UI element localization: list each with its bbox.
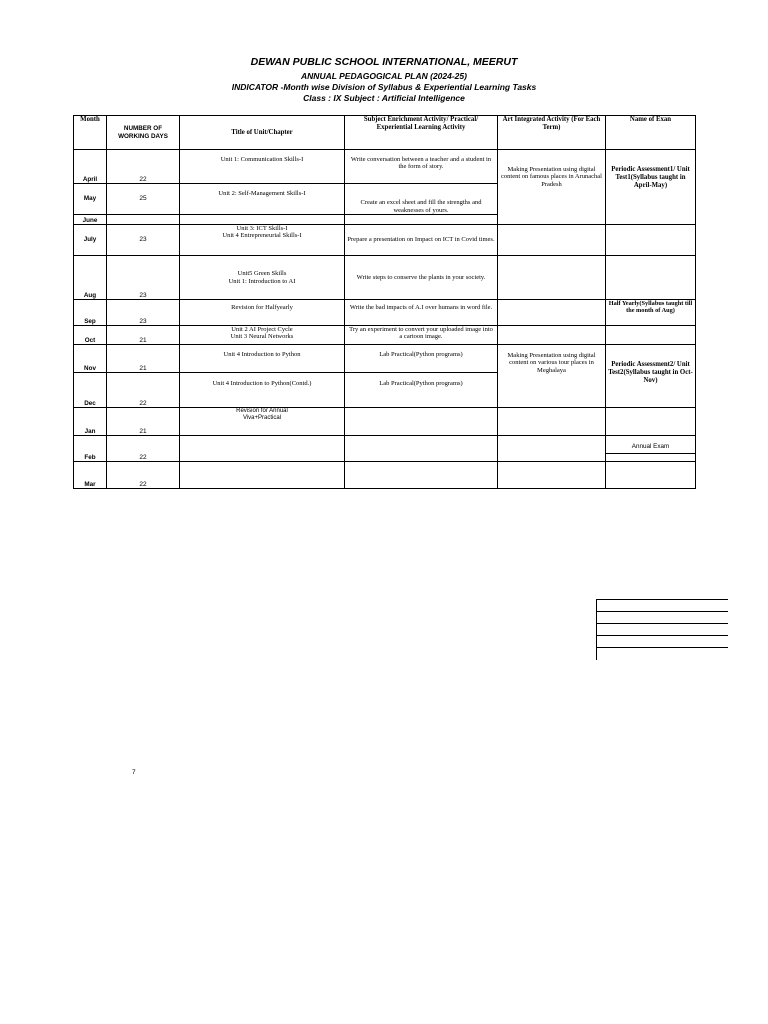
- month-cell: Aug: [74, 256, 107, 300]
- enrichment-cell: Create an excel sheet and fill the strengths and weaknesses of yours.: [345, 184, 498, 215]
- month-cell: Mar: [74, 462, 107, 489]
- exam-term2: Periodic Assessment2/ Unit Test2(Syllabus taught in Oct-Nov): [606, 345, 696, 408]
- art-cell: [498, 300, 606, 326]
- month-cell: June: [74, 215, 107, 225]
- enrichment-cell: Write the bad impacts of A.I over humans in word file.: [345, 300, 498, 326]
- col-header-exam: Name of Exan: [606, 116, 696, 150]
- exam-cell: [606, 326, 696, 345]
- enrichment-cell: [345, 436, 498, 462]
- table-row-feb: [74, 436, 696, 462]
- pedagogical-plan-table: [73, 115, 696, 489]
- days-cell: 23: [107, 256, 180, 300]
- table-row-sep: [74, 300, 696, 326]
- grid-line: [596, 624, 728, 636]
- table-row-july: [74, 225, 696, 256]
- month-cell: April: [74, 150, 107, 184]
- art-cell: [498, 256, 606, 300]
- enrichment-cell: Lab Practical(Python programs): [345, 373, 498, 408]
- header-row: [74, 116, 696, 150]
- days-cell: 23: [107, 225, 180, 256]
- unit-line: Unit 2 AI Project Cycle: [231, 326, 293, 333]
- grid-line: [596, 612, 728, 624]
- exam-cell: [606, 462, 696, 489]
- unit-line: Unit5 Green Skills: [237, 270, 287, 278]
- unit-line: Revision for Annual: [236, 408, 288, 414]
- unit-cell: [180, 326, 345, 345]
- month-cell: Oct: [74, 326, 107, 345]
- unit-cell: [180, 462, 345, 489]
- unit-cell: Unit 2: Self-Management Skills-I: [180, 184, 345, 215]
- art-cell: [498, 326, 606, 345]
- days-cell: 21: [107, 345, 180, 373]
- enrichment-cell: [345, 462, 498, 489]
- unit-cell: Unit 4 Introduction to Python(Contd.): [180, 373, 345, 408]
- unit-cell: Revision for Halfyearly: [180, 300, 345, 326]
- days-cell: 21: [107, 326, 180, 345]
- art-activity-term2: Making Presentation using digital content on various tour places in Meghalaya: [498, 345, 606, 408]
- enrichment-cell: Write conversation between a teacher and a student in the form of story.: [345, 150, 498, 184]
- indicator-line: INDICATOR -Month wise Division of Syllabus & Experiential Learning Tasks: [231, 82, 537, 92]
- exam-annual: [606, 436, 696, 462]
- side-grid-lines: [596, 599, 728, 660]
- exam-term1: Periodic Assessment1/ Unit Test1(Syllabus taught in April-May): [606, 150, 696, 225]
- col-header-art: Art Integrated Activity (For Each Term): [498, 116, 606, 150]
- month-cell: May: [74, 184, 107, 215]
- unit-line: Unit 4 Entrepreneurial Skills-I: [222, 232, 302, 240]
- days-cell: 23: [107, 300, 180, 326]
- enrichment-cell: Write steps to conserve the plants in your society.: [345, 256, 498, 300]
- col-header-month: Month: [74, 116, 107, 150]
- unit-cell: [180, 225, 345, 256]
- unit-line: Unit 1: Introduction to AI: [228, 277, 296, 285]
- month-cell: Dec: [74, 373, 107, 408]
- class-subject-line: Class : IX Subject : Artificial Intelligence: [303, 93, 465, 103]
- month-cell: Jan: [74, 408, 107, 436]
- grid-line: [596, 600, 728, 612]
- exam-cell: [606, 256, 696, 300]
- table-row-jan: [74, 408, 696, 436]
- enrichment-cell: [345, 215, 498, 225]
- col-header-unit: Title of Unit/Chapter: [180, 116, 345, 150]
- annual-exam-label: Annual Exam: [606, 443, 695, 453]
- days-cell: 21: [107, 408, 180, 436]
- art-activity-term1: Making Presentation using digital content on famous places in Arunachal Pradesh: [498, 150, 606, 225]
- unit-line: Viva+Practical: [242, 414, 282, 421]
- page-number: 7: [132, 769, 136, 776]
- art-cell: [498, 462, 606, 489]
- grid-line: [596, 648, 728, 660]
- table-row-mar: [74, 462, 696, 489]
- days-cell: [107, 215, 180, 225]
- enrichment-cell: Try an experiment to convert your uploaded image into a cartoon image.: [345, 326, 498, 345]
- days-cell: 25: [107, 184, 180, 215]
- month-cell: July: [74, 225, 107, 256]
- exam-cell: [606, 225, 696, 256]
- art-cell: [498, 408, 606, 436]
- col-header-working-days: NUMBER OF WORKING DAYS: [107, 116, 180, 150]
- unit-cell: [180, 256, 345, 300]
- days-cell: 22: [107, 436, 180, 462]
- enrichment-cell: [345, 408, 498, 436]
- unit-cell: Unit 4 Introduction to Python: [180, 345, 345, 373]
- table-row-nov: [74, 345, 696, 373]
- unit-cell: [180, 408, 345, 436]
- unit-line: Unit 3 Neural Networks: [230, 333, 294, 341]
- school-name: DEWAN PUBLIC SCHOOL INTERNATIONAL, MEERUT: [250, 56, 518, 68]
- col-header-enrichment: Subject Enrichment Activity/ Practical/ Experiential Learning Activity: [345, 116, 498, 150]
- art-cell: [498, 225, 606, 256]
- table-row-oct: [74, 326, 696, 345]
- days-cell: 22: [107, 462, 180, 489]
- table-row-aug: [74, 256, 696, 300]
- enrichment-cell: Prepare a presentation on Impact on ICT in Covid times.: [345, 225, 498, 256]
- unit-cell: [180, 436, 345, 462]
- art-cell: [498, 436, 606, 462]
- table-row-april: [74, 150, 696, 184]
- days-cell: 22: [107, 373, 180, 408]
- grid-line: [596, 636, 728, 648]
- enrichment-cell: Lab Practical(Python programs): [345, 345, 498, 373]
- month-cell: Feb: [74, 436, 107, 462]
- unit-cell: [180, 215, 345, 225]
- month-cell: Sep: [74, 300, 107, 326]
- exam-cell: [606, 408, 696, 436]
- month-cell: Nov: [74, 345, 107, 373]
- unit-cell: Unit 1: Communication Skills-I: [180, 150, 345, 184]
- unit-line: Unit 3: ICT Skills-I: [236, 225, 288, 232]
- plan-title: ANNUAL PEDAGOGICAL PLAN (2024-25): [301, 71, 467, 81]
- days-cell: 22: [107, 150, 180, 184]
- exam-half-yearly: Half Yearly(Syllabus taught till the month of Aug): [606, 300, 696, 326]
